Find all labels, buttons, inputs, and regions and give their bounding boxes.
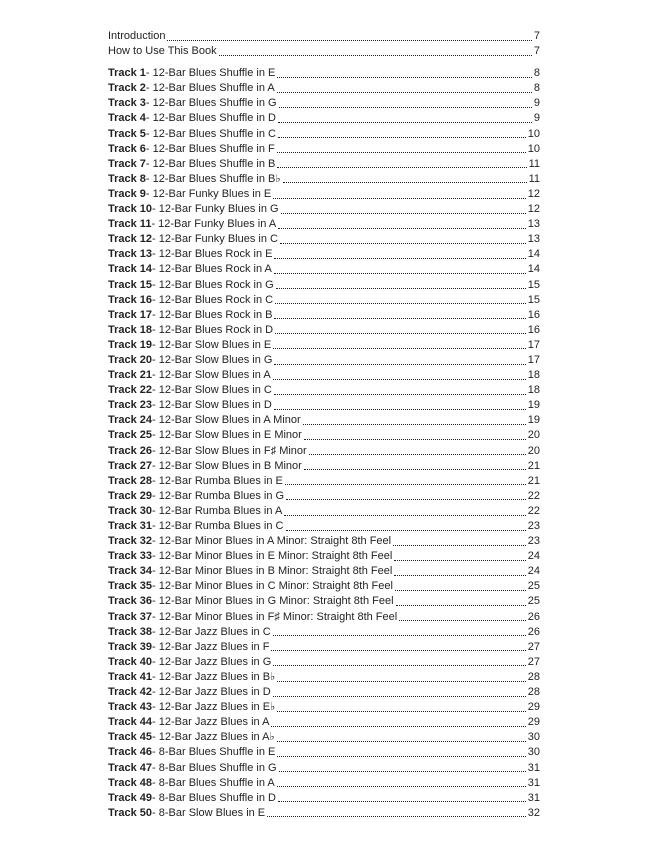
toc-dot-leader bbox=[273, 665, 525, 666]
toc-dot-leader bbox=[279, 107, 532, 108]
toc-dot-leader bbox=[304, 469, 526, 470]
toc-entry-title: - 12-Bar Minor Blues in A Minor: Straight 8th Feel bbox=[152, 535, 392, 548]
toc-dot-leader bbox=[274, 364, 525, 365]
toc-entry-track: Track 7 bbox=[108, 157, 146, 170]
toc-dot-leader bbox=[275, 303, 526, 304]
toc-entry-page: 19 bbox=[527, 399, 540, 412]
toc-dot-leader bbox=[273, 198, 525, 199]
toc-entry-track: Track 2 bbox=[108, 82, 146, 95]
toc-entry bbox=[108, 353, 540, 368]
toc-entry-track: Track 36 bbox=[108, 595, 153, 608]
toc-entry-track: Track 1 bbox=[108, 67, 146, 80]
toc-dot-leader bbox=[277, 741, 526, 742]
toc-entry bbox=[108, 625, 540, 640]
toc-entry-track: Track 10 bbox=[108, 203, 153, 216]
toc-entry-title: - 12-Bar Slow Blues in C bbox=[152, 384, 272, 397]
toc-dot-leader bbox=[267, 816, 526, 817]
toc-dot-leader bbox=[271, 726, 525, 727]
toc-entry bbox=[108, 157, 540, 172]
toc-dot-leader bbox=[271, 650, 525, 651]
toc-entry-page: 22 bbox=[527, 504, 540, 517]
toc-entry-title: - 8-Bar Slow Blues in E bbox=[152, 806, 266, 819]
toc-entry-page: 8 bbox=[533, 67, 540, 80]
toc-entry-title: - 12-Bar Funky Blues in A bbox=[151, 218, 277, 231]
toc-entry-track: Track 29 bbox=[108, 489, 153, 502]
toc-entry-title: - 12-Bar Jazz Blues in C bbox=[152, 625, 271, 638]
toc-entry-track: Track 50 bbox=[108, 806, 153, 819]
toc-entry-title: - 8-Bar Blues Shuffle in A bbox=[152, 776, 275, 789]
toc-entry bbox=[108, 111, 540, 126]
toc-entry-page: 9 bbox=[533, 97, 540, 110]
toc-entry-page: 31 bbox=[527, 761, 540, 774]
toc-entry-title: - 12-Bar Minor Blues in B Minor: Straight 8th Feel bbox=[152, 565, 393, 578]
toc-entry bbox=[108, 519, 540, 534]
toc-entry-page: 31 bbox=[527, 776, 540, 789]
toc-entry bbox=[108, 368, 540, 383]
toc-dot-leader bbox=[280, 243, 526, 244]
toc-entry-track: Track 24 bbox=[108, 414, 153, 427]
toc-entry bbox=[108, 338, 540, 353]
toc-entry bbox=[108, 96, 540, 111]
toc-entry bbox=[108, 474, 540, 489]
toc-entry-page: 15 bbox=[527, 293, 540, 306]
toc-entry bbox=[108, 444, 540, 459]
toc-entry-track: Track 15 bbox=[108, 278, 153, 291]
toc-entry-title: - 12-Bar Minor Blues in E Minor: Straight 8th Feel bbox=[152, 550, 393, 563]
toc-entry-track: Track 31 bbox=[108, 520, 153, 532]
toc-entry-page: 20 bbox=[527, 444, 540, 457]
toc-entry bbox=[108, 66, 540, 81]
toc-entry bbox=[108, 81, 540, 96]
toc-entry-title: - 12-Bar Blues Shuffle in B♭ bbox=[145, 172, 281, 185]
toc-entry-page: 25 bbox=[527, 595, 540, 608]
toc-entry-page: 16 bbox=[527, 323, 540, 336]
toc-entry-track: Track 27 bbox=[108, 459, 153, 472]
toc-entry-page: 21 bbox=[527, 474, 540, 487]
toc-entry-track: Track 47 bbox=[108, 761, 153, 774]
toc-entry-track: Track 40 bbox=[108, 655, 153, 668]
toc-dot-leader bbox=[277, 711, 526, 712]
toc-entry-page: 17 bbox=[527, 353, 540, 366]
toc-dot-leader bbox=[278, 122, 532, 123]
toc-entry-title: - 12-Bar Blues Shuffle in F bbox=[145, 142, 275, 155]
toc-dot-leader bbox=[274, 318, 525, 319]
toc-entry-track: Track 41 bbox=[108, 670, 153, 683]
toc-entry bbox=[108, 308, 540, 323]
toc-dot-leader bbox=[274, 394, 526, 395]
toc-dot-leader bbox=[278, 137, 526, 138]
toc-entry-track: Track 48 bbox=[108, 776, 153, 789]
toc-entry bbox=[108, 489, 540, 504]
toc-entry bbox=[108, 791, 540, 806]
toc-dot-leader bbox=[277, 152, 526, 153]
toc-entry-title: - 12-Bar Jazz Blues in D bbox=[152, 686, 271, 699]
toc-entry-page: 7 bbox=[533, 30, 540, 42]
toc-entry bbox=[108, 670, 540, 685]
toc-entry bbox=[108, 398, 540, 413]
toc-entry-page: 12 bbox=[527, 203, 540, 216]
toc-entry bbox=[108, 730, 540, 745]
toc-dot-leader bbox=[276, 288, 526, 289]
toc-entry-page: 17 bbox=[527, 338, 540, 351]
toc-entry-page: 8 bbox=[533, 82, 540, 95]
toc-entry-title: - 12-Bar Blues Shuffle in D bbox=[145, 112, 276, 125]
toc-entry-track: Track 49 bbox=[108, 791, 153, 804]
toc-entry bbox=[108, 247, 540, 262]
toc-dot-leader bbox=[394, 560, 525, 561]
toc-entry-page: 31 bbox=[527, 791, 540, 804]
toc-entry-title: - 12-Bar Blues Shuffle in C bbox=[145, 127, 276, 140]
toc-entry-title: - 12-Bar Slow Blues in G bbox=[152, 353, 273, 366]
toc-dot-leader bbox=[279, 771, 526, 772]
toc-entry-page: 20 bbox=[527, 429, 540, 442]
toc-entry-title: - 12-Bar Jazz Blues in B♭ bbox=[152, 670, 276, 683]
toc-dot-leader bbox=[277, 167, 526, 168]
toc-entry bbox=[108, 413, 540, 428]
toc-entry-page: 28 bbox=[527, 686, 540, 699]
toc-entry bbox=[108, 428, 540, 443]
toc-entry bbox=[108, 594, 540, 609]
toc-entry-track: Track 42 bbox=[108, 686, 153, 699]
toc-dot-leader bbox=[277, 786, 526, 787]
toc-entry bbox=[108, 776, 540, 791]
toc-dot-leader bbox=[393, 545, 526, 546]
toc-entry bbox=[108, 700, 540, 715]
toc-dot-leader bbox=[304, 439, 526, 440]
toc-entry-title: - 12-Bar Slow Blues in A bbox=[152, 369, 271, 382]
toc-entry-page: 10 bbox=[527, 142, 540, 155]
toc-entry-title: - 12-Bar Minor Blues in G Minor: Straight 8th Feel bbox=[152, 595, 394, 608]
toc-dot-leader bbox=[273, 635, 526, 636]
toc-entry-title: - 12-Bar Slow Blues in F♯ Minor bbox=[152, 444, 307, 457]
toc-dot-leader bbox=[277, 92, 532, 93]
toc-entry-title: - 12-Bar Slow Blues in E bbox=[152, 338, 272, 351]
toc-entry-title: - 12-Bar Rumba Blues in E bbox=[152, 474, 283, 487]
toc-entry bbox=[108, 806, 540, 821]
toc-entry-track: Track 44 bbox=[108, 716, 153, 729]
toc-entry-track: Track 38 bbox=[108, 625, 153, 638]
toc-entry-track: Track 45 bbox=[108, 731, 153, 744]
toc-entry-title: - 12-Bar Blues Shuffle in A bbox=[145, 82, 275, 95]
toc-entry-track: Track 22 bbox=[108, 384, 153, 397]
toc-entry-page: 11 bbox=[528, 172, 540, 185]
toc-entry-title: - 12-Bar Blues Rock in E bbox=[152, 248, 273, 261]
toc-entry-page: 27 bbox=[527, 640, 540, 653]
toc-entry bbox=[108, 293, 540, 308]
toc-entry-title: - 8-Bar Blues Shuffle in D bbox=[152, 791, 276, 804]
toc-entry bbox=[108, 579, 540, 594]
toc-entry bbox=[108, 29, 540, 44]
toc-dot-leader bbox=[277, 77, 532, 78]
toc-entry-track: Track 21 bbox=[108, 369, 153, 382]
toc-entry-title: - 12-Bar Blues Rock in B bbox=[152, 308, 273, 321]
toc-dot-leader bbox=[167, 40, 531, 41]
toc-dot-leader bbox=[277, 756, 525, 757]
toc-entry-page: 11 bbox=[528, 157, 540, 170]
toc-entry-title: - 12-Bar Rumba Blues in C bbox=[152, 520, 284, 532]
toc-entry-track: Track 32 bbox=[108, 535, 153, 548]
toc-entry-track: Track 11 bbox=[108, 218, 152, 231]
toc-entry-page: 24 bbox=[527, 565, 540, 578]
toc-entry bbox=[108, 685, 540, 700]
toc-entry bbox=[108, 564, 540, 579]
toc-entry-track: Track 16 bbox=[108, 293, 153, 306]
toc-dot-leader bbox=[286, 499, 526, 500]
toc-entry-page: 21 bbox=[527, 459, 540, 472]
toc-entry-track: Track 17 bbox=[108, 308, 153, 321]
toc-entry-track: Track 4 bbox=[108, 112, 146, 125]
toc-entry-title: - 12-Bar Blues Shuffle in G bbox=[145, 97, 277, 110]
toc-entry-title: - 12-Bar Blues Rock in G bbox=[152, 278, 274, 291]
toc-entry-track: Track 23 bbox=[108, 399, 153, 412]
toc-entry bbox=[108, 640, 540, 655]
toc-entry-track: Track 43 bbox=[108, 701, 153, 714]
toc-entry-track: Track 30 bbox=[108, 504, 153, 517]
toc-entry bbox=[108, 278, 540, 293]
toc-entry-title: - 12-Bar Jazz Blues in F bbox=[152, 640, 270, 653]
toc-entry-track: Track 14 bbox=[108, 263, 153, 276]
toc-entry-title: - 12-Bar Jazz Blues in G bbox=[152, 655, 272, 668]
toc-dot-leader bbox=[396, 605, 526, 606]
toc-dot-leader bbox=[273, 379, 526, 380]
toc-entry bbox=[108, 715, 540, 730]
toc-entry-track: Track 35 bbox=[108, 580, 153, 593]
toc-entry-page: 26 bbox=[527, 610, 540, 623]
toc-entry-title: - 8-Bar Blues Shuffle in G bbox=[152, 761, 277, 774]
toc-entry bbox=[108, 761, 540, 776]
toc-entry-page: 13 bbox=[527, 233, 540, 246]
toc-entry-title: - 12-Bar Minor Blues in F♯ Minor: Straight 8th Feel bbox=[152, 610, 398, 623]
toc-dot-leader bbox=[309, 454, 526, 455]
toc-dot-leader bbox=[274, 273, 526, 274]
toc-dot-leader bbox=[281, 213, 526, 214]
toc-entry-track: Track 5 bbox=[108, 127, 146, 140]
toc-entry-page: 32 bbox=[527, 806, 540, 819]
toc-entry-title: - 12-Bar Jazz Blues in A bbox=[152, 716, 270, 729]
toc-entry-track: Track 13 bbox=[108, 248, 153, 261]
toc-entry-page: 19 bbox=[527, 414, 540, 427]
toc-entry-page: 27 bbox=[527, 655, 540, 668]
toc-dot-leader bbox=[278, 228, 526, 229]
toc-entry bbox=[108, 655, 540, 670]
toc-entry-title: - 12-Bar Slow Blues in A Minor bbox=[152, 414, 301, 427]
toc-entry bbox=[108, 217, 540, 232]
toc-entry-track: Track 18 bbox=[108, 323, 153, 336]
toc-entry-title: - 12-Bar Jazz Blues in A♭ bbox=[152, 731, 275, 744]
toc-entry-page: 10 bbox=[527, 127, 540, 140]
toc-entry-title: Introduction bbox=[108, 30, 166, 42]
toc-entry bbox=[108, 534, 540, 549]
toc-entry-title: - 12-Bar Slow Blues in B Minor bbox=[152, 459, 302, 472]
toc-entry-title: - 12-Bar Blues Rock in A bbox=[152, 263, 272, 276]
toc-entry-track: Track 33 bbox=[108, 550, 153, 563]
toc-entry-title: - 12-Bar Slow Blues in E Minor bbox=[152, 429, 302, 442]
toc-dot-leader bbox=[273, 696, 526, 697]
toc-dot-leader bbox=[286, 530, 526, 531]
toc-entry-title: - 12-Bar Jazz Blues in E♭ bbox=[152, 701, 276, 714]
toc-entry-page: 30 bbox=[527, 746, 540, 759]
toc-entry-page: 18 bbox=[527, 369, 540, 382]
toc-entry-page: 28 bbox=[527, 670, 540, 683]
toc-entry-track: Track 46 bbox=[108, 746, 153, 759]
toc-entry-track: Track 3 bbox=[108, 97, 146, 110]
toc-entry-title: - 12-Bar Funky Blues in E bbox=[145, 187, 272, 200]
toc-dot-leader bbox=[399, 620, 526, 621]
toc-dot-leader bbox=[394, 575, 525, 576]
toc-entry bbox=[108, 323, 540, 338]
toc-entry-track: Track 20 bbox=[108, 353, 153, 366]
toc-dot-leader bbox=[277, 681, 526, 682]
toc-entry-page: 29 bbox=[527, 716, 540, 729]
toc-entry-track: Track 39 bbox=[108, 640, 153, 653]
toc-entry-page: 14 bbox=[527, 248, 540, 261]
toc-entry bbox=[108, 232, 540, 247]
toc-entry-page: 26 bbox=[527, 625, 540, 638]
toc-entry-page: 15 bbox=[527, 278, 540, 291]
toc-dot-leader bbox=[278, 801, 526, 802]
toc-entry-page: 9 bbox=[533, 112, 540, 125]
toc-entry-title: - 12-Bar Blues Shuffle in B bbox=[145, 157, 276, 170]
toc-entry-track: Track 8 bbox=[108, 172, 146, 185]
toc-entry-page: 13 bbox=[527, 218, 540, 231]
toc-dot-leader bbox=[285, 484, 526, 485]
toc-entry-page: 23 bbox=[527, 520, 540, 532]
toc-entry-track: Track 28 bbox=[108, 474, 153, 487]
toc-entry-page: 29 bbox=[527, 701, 540, 714]
toc-dot-leader bbox=[284, 515, 525, 516]
toc-entry-page: 30 bbox=[527, 731, 540, 744]
toc-entry-track: Track 19 bbox=[108, 338, 153, 351]
toc-entry bbox=[108, 549, 540, 564]
toc-dot-leader bbox=[275, 333, 526, 334]
toc-entry bbox=[108, 383, 540, 398]
toc-entry bbox=[108, 504, 540, 519]
toc-entry-title: - 12-Bar Funky Blues in G bbox=[152, 203, 279, 216]
toc-entry-page: 12 bbox=[527, 187, 540, 200]
toc-entry-track: Track 37 bbox=[108, 610, 153, 623]
toc-entry-title: - 12-Bar Minor Blues in C Minor: Straight 8th Feel bbox=[152, 580, 393, 593]
toc-entry bbox=[108, 142, 540, 157]
toc-entry-page: 23 bbox=[527, 535, 540, 548]
toc-entry-page: 24 bbox=[527, 550, 540, 563]
toc-entry bbox=[108, 44, 540, 59]
toc-entry bbox=[108, 187, 540, 202]
toc-entry-track: Track 25 bbox=[108, 429, 153, 442]
toc-entry-title: - 12-Bar Rumba Blues in A bbox=[152, 504, 283, 517]
toc-dot-leader bbox=[395, 590, 526, 591]
toc-entry-title: - 8-Bar Blues Shuffle in E bbox=[152, 746, 276, 759]
toc-dot-leader bbox=[274, 409, 526, 410]
toc-entry-page: 16 bbox=[527, 308, 540, 321]
toc-entry bbox=[108, 610, 540, 625]
toc-dot-leader bbox=[219, 55, 532, 56]
toc-entry-track: Track 34 bbox=[108, 565, 153, 578]
toc-entry bbox=[108, 262, 540, 277]
toc-entry-title: How to Use This Book bbox=[108, 45, 217, 58]
toc-entry bbox=[108, 459, 540, 474]
toc-entry-title: - 12-Bar Blues Shuffle in E bbox=[145, 67, 276, 80]
toc-dot-leader bbox=[283, 182, 527, 183]
toc-dot-leader bbox=[303, 424, 526, 425]
toc-entry-page: 14 bbox=[527, 263, 540, 276]
toc-entry-page: 18 bbox=[527, 384, 540, 397]
toc-entry-page: 25 bbox=[527, 580, 540, 593]
toc-entry-title: - 12-Bar Blues Rock in D bbox=[152, 323, 274, 336]
toc-entry-track: Track 12 bbox=[108, 233, 153, 246]
toc-entry-title: - 12-Bar Rumba Blues in G bbox=[152, 489, 285, 502]
toc-entry-title: - 12-Bar Funky Blues in C bbox=[152, 233, 278, 246]
toc-dot-leader bbox=[274, 258, 525, 259]
toc-entry bbox=[108, 127, 540, 142]
toc-entry-page: 22 bbox=[527, 489, 540, 502]
toc-entry-track: Track 26 bbox=[108, 444, 153, 457]
toc-entry bbox=[108, 172, 540, 187]
toc-entry-title: - 12-Bar Slow Blues in D bbox=[152, 399, 272, 412]
toc-entry bbox=[108, 202, 540, 217]
toc-list bbox=[108, 29, 540, 821]
toc-entry-track: Track 6 bbox=[108, 142, 146, 155]
toc-entry bbox=[108, 745, 540, 760]
toc-entry-title: - 12-Bar Blues Rock in C bbox=[152, 293, 274, 306]
toc-entry-page: 7 bbox=[533, 45, 540, 58]
toc-entry-track: Track 9 bbox=[108, 187, 146, 200]
toc-dot-leader bbox=[273, 348, 525, 349]
